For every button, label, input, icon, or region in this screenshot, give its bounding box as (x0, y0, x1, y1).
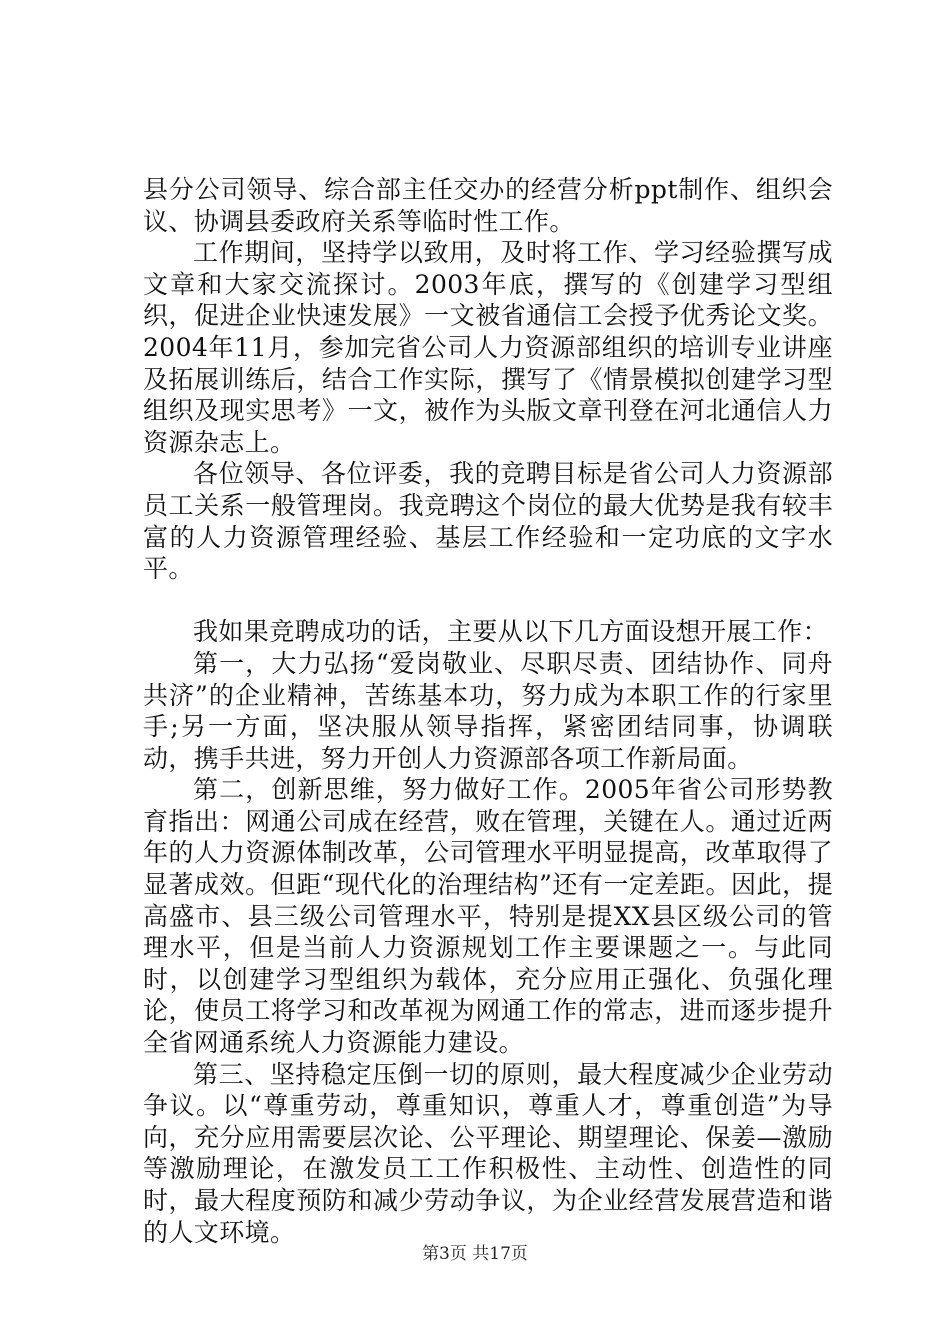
paragraph-spacer (143, 585, 833, 617)
page-number-footer: 第3页 共17页 (422, 1244, 528, 1264)
paragraph-point-one: 第一，大力弘扬“爱岗敬业、尽职尽责、团结协作、同舟共济”的企业精神，苦练基本功，努力成为本职工作的行家里手;另一方面，坚决服从领导指挥，紧密团结同事，协调联动，携手共进，努力开创人力资源部各项工作新局面。 (143, 648, 833, 773)
paragraph-work-period: 工作期间，坚持学以致用，及时将工作、学习经验撰写成文章和大家交流探讨。2003年底，撰写的《创建学习型组织，促进企业快速发展》一文被省通信工会授予优秀论文奖。2004年11月，参加完省公司人力资源部组织的培训专业讲座及拓展训练后，结合工作实际，撰写了《情景模拟创建学习型组织及现实思考》一文，被作为头版文章刊登在河北通信人力资源杂志上。 (143, 238, 833, 457)
paragraph-point-two: 第二，创新思维，努力做好工作。2005年省公司形势教育指出：网通公司成在经营，败在管理，关键在人。通过近两年的人力资源体制改革，公司管理水平明显提高，改革取得了显著成效。但距“现代化的治理结构”还有一定差距。因此，提高盛市、县三级公司管理水平，特别是提XX县区级公司的管理水平，但是当前人力资源规划工作主要课题之一。与此同时，以创建学习型组织为载体，充分应用正强化、负强化理论，使员工将学习和改革视为网通工作的常志，进而逐步提升全省网通系统人力资源能力建设。 (143, 775, 833, 1058)
document-body (143, 174, 833, 1248)
paragraph-point-three: 第三、坚持稳定压倒一切的原则，最大程度减少企业劳动争议。以“尊重劳动，尊重知识，尊重人才，尊重创造”为导向，充分应用需要层次论、公平理论、期望理论、保姜—激励等激励理论，在激发员工工作积极性、主动性、创造性的同时，最大程度预防和减少劳动争议，为企业经营发展营造和谐的人文环境。 (143, 1059, 833, 1247)
paragraph-continued: 县分公司领导、综合部主任交办的经营分析ppt制作、组织会议、协调县委政府关系等临时性工作。 (143, 175, 833, 236)
paragraph-plan-intro: 我如果竞聘成功的话，主要从以下几方面设想开展工作： (193, 617, 829, 647)
paragraph-target-position: 各位领导、各位评委，我的竞聘目标是省公司人力资源部员工关系一般管理岗。我竞聘这个岗位的最大优势是我有较丰富的人力资源管理经验、基层工作经验和一定功底的文字水平。 (143, 459, 833, 584)
